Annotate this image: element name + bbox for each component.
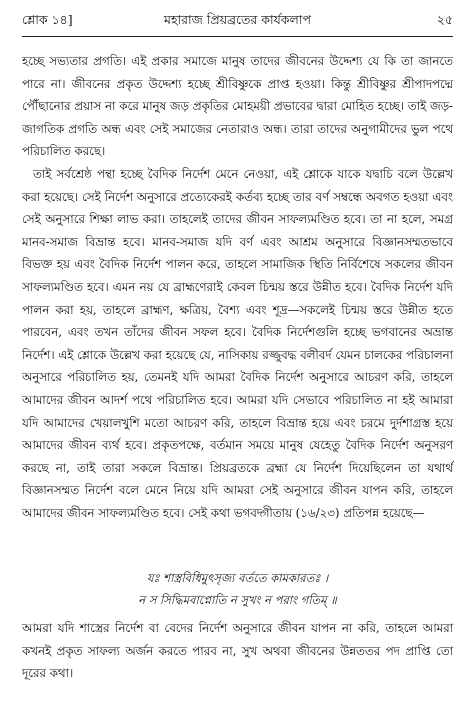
- purport-text: [22, 50, 453, 524]
- running-header: [22, 12, 453, 32]
- chapter-title: মহারাজ প্রিয়ব্রতের কার্যকলাপ: [164, 12, 311, 27]
- verse-reference: শ্লোক ১৪]: [22, 12, 73, 27]
- paragraph-2: তাই সর্বশ্রেষ্ঠ পন্থা হচ্ছে বৈদিক নির্দেশ মেনে নেওয়া, এই শ্লোকে যাকে যদ্বাচি বলে উল্লেখ করা হয়েছে। সেই নির্দেশ অনুসারে প্রত্যেকেরই কর্তব্য হচ্ছে তার বর্ণ সম্বন্ধে অবগত হওয়া এবং সেই অনুসারে শিক্ষা লাভ করা। তাহলেই তাদের জীবন সাফল্যমণ্ডিত হবে। তা না হলে, সমগ্র মানব-সমাজ বিভ্রান্ত হবে। মানব-সমাজ যদি বর্ণ এবং আশ্রম অনুসারে বিজ্ঞানসম্মতভাবে বিভক্ত হয় এবং বৈদিক নির্দেশ পালন করে, তাহলে সামাজিক স্থিতি নির্বিশেষে সকলের জীবন সাফল্যমণ্ডিত হবে। এমন নয় যে ব্রাহ্মণেরাই কেবল চিন্ময় স্তরে উন্নীত হবে। বৈদিক নির্দেশ যদি পালন করা হয়, তাহলে ব্রাহ্মণ, ক্ষত্রিয়, বৈশ্য এবং শূদ্র—সকলেই চিন্ময় স্তরে উন্নীত হতে পারবেন, এবং তখন তাঁদের জীবন সফল হবে। বৈদিক নির্দেশগুলি হচ্ছে ভগবানের অভ্রান্ত নির্দেশ। এই শ্লোকে উল্লেখ করা হয়েছে যে, নাসিকায় রজ্জুবদ্ধ বলীবর্দ যেমন চালকের পরিচালনা অনুসারে পরিচালিত হয়, তেমনই যদি আমরা বৈদিক নির্দেশ অনুসারে আচরণ করি, তাহলে আমাদের জীবন আদর্শ পথে পরিচালিত হবে। আমরা যদি সেভাবে পরিচালিত না হই আমারা যদি আমাদের খেয়ালখুশি মতো আচরণ করি, তাহলে বিভ্রান্ত হয়ে এবং চরমে দুর্দশাগ্রস্ত হয়ে আমাদের জীবন ব্যর্থ হবে। প্রকৃতপক্ষে, বর্তমান সময়ে মানুষ যেহেতু বৈদিক নির্দেশ অনুসরণ করছে না, তাই তারা সকলে বিভ্রান্ত। প্রিয়ব্রতকে ব্রহ্মা যে নির্দেশ দিয়েছিলেন তা যথার্থ বিজ্ঞানসম্মত নির্দেশ বলে মেনে নিয়ে যদি আমরা সেই অনুসারে জীবন যাপন করি, তাহলে আমাদের জীবন সাফল্যমণ্ডিত হবে। সেই কথা ভগবদ্গীতায় (১৬/২৩) প্রতিপন্ন হয়েছে—: [22, 166, 453, 520]
- page-number: ২৫: [436, 12, 453, 27]
- closing-paragraph: আমরা যদি শাস্ত্রের নির্দেশ বা বেদের নির্দেশ অনুসারে জীবন যাপন না করি, তাহলে আমরা কখনই প্রকৃত সাফল্য অর্জন করতে পারব না, সুখ অথবা জীবনের উন্নততর পদ প্রাপ্তি তো দূরের কথা।: [22, 621, 453, 681]
- header-rule: [22, 36, 453, 37]
- closing-text: [22, 617, 453, 685]
- verse-line-2: ন স সিদ্ধিমবাপ্নোতি ন সুখং ন পরাং গতিম্ ॥: [138, 593, 337, 607]
- paragraph-1: হচ্ছে সভ্যতার প্রগতি। এই প্রকার সমাজে মানুষ তাদের জীবনের উদ্দেশ্য যে কি তা জানতে পারে না। জীবনের প্রকৃত উদ্দেশ্য হচ্ছে শ্রীবিষ্ণুকে প্রাপ্ত হওয়া। কিন্তু শ্রীবিষ্ণুর শ্রীপাদপদ্মে পৌঁছানোর প্রয়াস না করে মানুষ জড় প্রকৃতির মোহময়ী প্রভাবের দ্বারা মোহিত হচ্ছে। তাই জড়-জাগতিক প্রগতি অন্ধ এবং সেই সমাজের নেতারাও অন্ধ। তারা তাদের অনুগামীদের ভুল পথে পরিচালিত করছে।: [22, 54, 453, 159]
- gita-verse: [22, 567, 453, 611]
- verse-line-1: যঃ শাস্ত্রবিধিমুৎসৃজ্য বর্ততে কামকারতঃ ।: [146, 571, 329, 585]
